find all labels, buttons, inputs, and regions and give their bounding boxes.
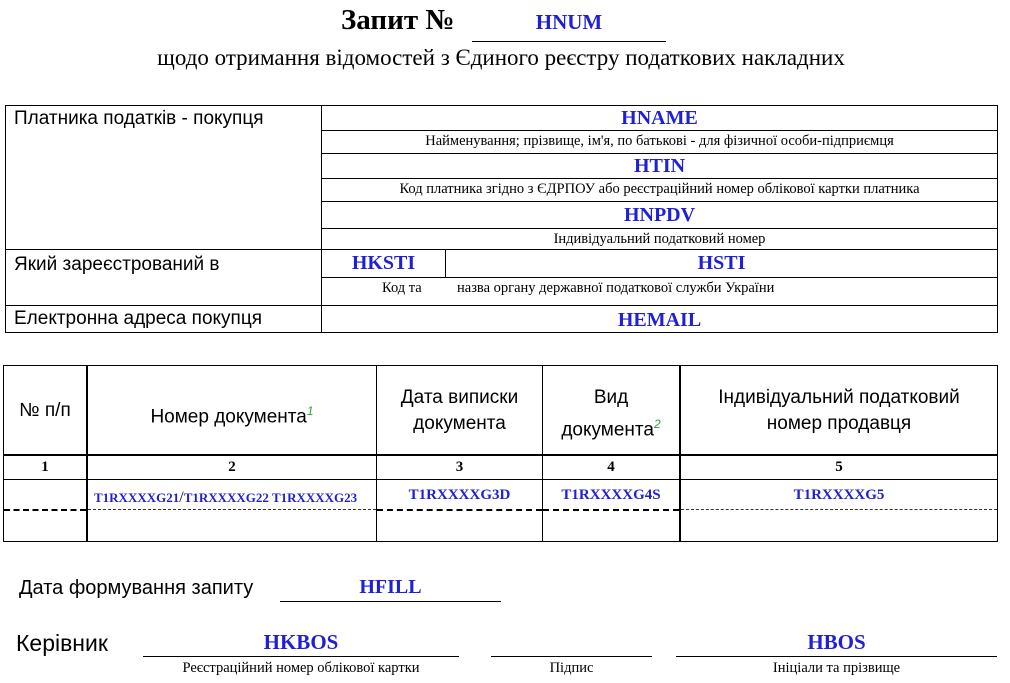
col-header-doc-number: Номер документа$^1$ bbox=[150, 404, 314, 428]
seller-ipn-cell[interactable]: T1RXXXXG5 bbox=[793, 487, 885, 503]
buyer-name-field[interactable]: HNAME bbox=[621, 107, 698, 129]
signature-field[interactable] bbox=[491, 630, 652, 655]
request-date-underline bbox=[280, 601, 501, 602]
sti-name-caption: назва органу державної податкової служби України bbox=[457, 280, 775, 296]
footnote-2-marker: 2 bbox=[653, 417, 661, 431]
buyer-ipn-field[interactable]: HNPDV bbox=[623, 204, 696, 226]
col-number-4: 4 bbox=[607, 459, 615, 475]
col-number-2: 2 bbox=[228, 459, 236, 475]
col-number-1: 1 bbox=[41, 459, 49, 475]
signature-caption: Підпис bbox=[549, 660, 594, 676]
request-number-field[interactable]: HNUM bbox=[535, 10, 603, 34]
page-subtitle: щодо отримання відомостей з Єдиного реєстру податкових накладних bbox=[157, 45, 845, 70]
request-number-underline bbox=[472, 41, 666, 42]
request-date-field[interactable]: HFILL bbox=[359, 576, 422, 598]
head-kbos-caption: Реєстраційний номер облікової картки bbox=[182, 660, 420, 676]
buyer-email-label: Електронна адреса покупця bbox=[14, 308, 262, 329]
row-separator bbox=[377, 509, 542, 511]
sti-name-field[interactable]: HSTI bbox=[697, 252, 746, 274]
head-kbos-underline bbox=[143, 656, 459, 657]
doc-number-cell[interactable]: T1RXXXXG21/T1RXXXXG22 T1RXXXXG23 bbox=[94, 489, 358, 506]
buyer-email-field[interactable]: HEMAIL bbox=[617, 309, 702, 331]
buyer-tin-field[interactable]: HTIN bbox=[633, 155, 686, 177]
head-bos-underline bbox=[676, 656, 997, 657]
doc-type-cell[interactable]: T1RXXXXG4S bbox=[561, 487, 661, 503]
sti-code-field[interactable]: HKSTI bbox=[351, 252, 416, 274]
buyer-ipn-caption: Індивідуальний податковий номер bbox=[553, 231, 766, 247]
head-kbos-field[interactable]: HKBOS bbox=[263, 630, 339, 654]
row-separator bbox=[543, 509, 679, 511]
row-separator bbox=[88, 509, 376, 510]
buyer-tin-caption: Код платника згідно з ЄДРПОУ або реєстраційний номер облікової картки платника bbox=[399, 181, 920, 197]
taxpayer-buyer-label: Платника податків - покупця bbox=[14, 108, 264, 129]
title-text: Запит № bbox=[341, 4, 455, 36]
head-bos-caption: Ініціали та прізвище bbox=[772, 660, 901, 676]
sti-code-caption: Код та bbox=[382, 280, 422, 296]
head-label: Керівник bbox=[16, 630, 108, 656]
col-header-issue-date: Дата виписки документа bbox=[400, 387, 519, 434]
page-title bbox=[341, 4, 454, 37]
registered-in-label: Який зареєстрований в bbox=[14, 254, 220, 275]
signature-underline bbox=[491, 656, 652, 657]
col-header-row-number: № п/п bbox=[19, 400, 71, 421]
col-number-5: 5 bbox=[835, 459, 843, 475]
issue-date-cell[interactable]: T1RXXXXG3D bbox=[408, 487, 511, 503]
col-number-3: 3 bbox=[455, 459, 464, 475]
col-header-seller-ipn: Індивідуальний податковий номер продавця bbox=[718, 387, 960, 434]
col-header-doc-type: Вид документа$^2$ bbox=[561, 387, 661, 441]
head-bos-field[interactable]: HBOS bbox=[807, 630, 866, 654]
request-date-label: Дата формування запиту bbox=[19, 577, 254, 599]
buyer-name-caption: Найменування; прізвище, ім'я, по батькові - для фізичної особи-підприємця bbox=[425, 133, 894, 149]
footnote-1-marker: 1 bbox=[306, 404, 314, 418]
row-separator bbox=[681, 509, 997, 510]
row-separator bbox=[4, 509, 86, 511]
